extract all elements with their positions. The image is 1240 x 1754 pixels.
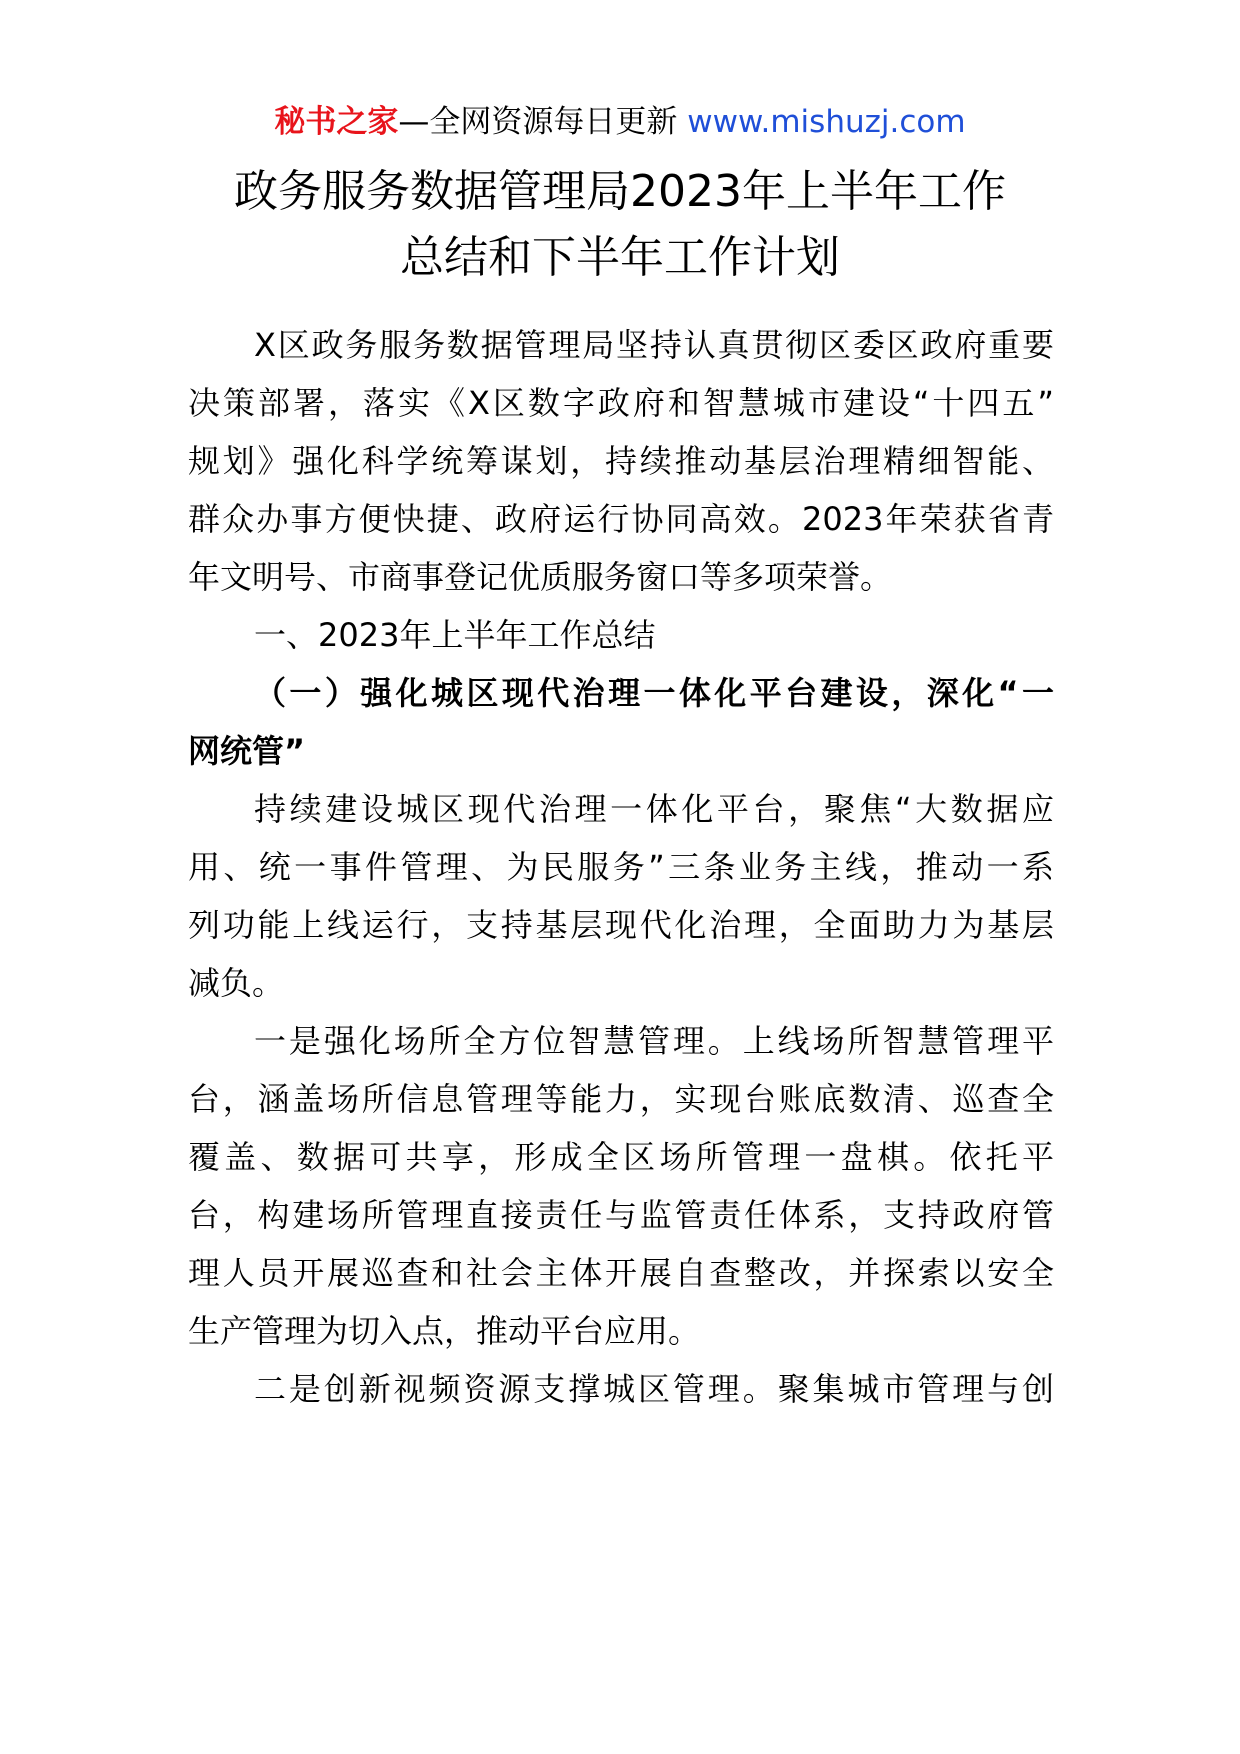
brand-name: 秘书之家 (274, 104, 399, 140)
paragraph-line: 台，构建场所管理直接责任与监管责任体系，支持政府管 (188, 1196, 1054, 1234)
paragraph-line: 台，涵盖场所信息管理等能力，实现台账底数清、巡查全 (188, 1080, 1054, 1118)
paragraph-line: 生产管理为切入点，推动平台应用。 (188, 1312, 701, 1350)
paragraph-line: X区政务服务数据管理局坚持认真贯彻区委区政府重要 (254, 326, 1054, 364)
paragraph-line: 持续建设城区现代治理一体化平台，聚焦“大数据应 (254, 790, 1054, 828)
paragraph-line: 规划》强化科学统筹谋划，持续推动基层治理精细智能、 (188, 442, 1054, 480)
paragraph-line: 决策部署，落实《X区数字政府和智慧城市建设“十四五” (188, 384, 1054, 422)
header-slogan: —全网资源每日更新 (398, 104, 688, 140)
paragraph-line: 群众办事方便快捷、政府运行协同高效。2023年荣获省青 (188, 500, 1054, 538)
watermark-header (0, 100, 1240, 144)
paragraph-line: 二是创新视频资源支撑城区管理。聚集城市管理与创 (254, 1370, 1054, 1408)
paragraph-line: 覆盖、数据可共享，形成全区场所管理一盘棋。依托平 (188, 1138, 1054, 1176)
subsection-heading-line: （一）强化城区现代治理一体化平台建设，深化“一 (254, 674, 1054, 712)
section-heading: 一、2023年上半年工作总结 (254, 616, 656, 654)
document-title-line-2: 总结和下半年工作计划 (400, 232, 840, 283)
document-title-line-1: 政务服务数据管理局2023年上半年工作 (234, 166, 1006, 217)
paragraph-line: 减负。 (188, 964, 285, 1002)
paragraph-line: 用、统一事件管理、为民服务”三条业务主线，推动一系 (188, 848, 1054, 886)
paragraph-line: 一是强化场所全方位智慧管理。上线场所智慧管理平 (254, 1022, 1054, 1060)
subsection-heading-line: 网统管” (188, 732, 306, 770)
paragraph-line: 列功能上线运行，支持基层现代化治理，全面助力为基层 (188, 906, 1054, 944)
paragraph-line: 理人员开展巡查和社会主体开展自查整改，并探索以安全 (188, 1254, 1054, 1292)
site-url-link[interactable]: www.mishuzj.com (687, 104, 966, 140)
paragraph-line: 年文明号、市商事登记优质服务窗口等多项荣誉。 (188, 558, 893, 596)
